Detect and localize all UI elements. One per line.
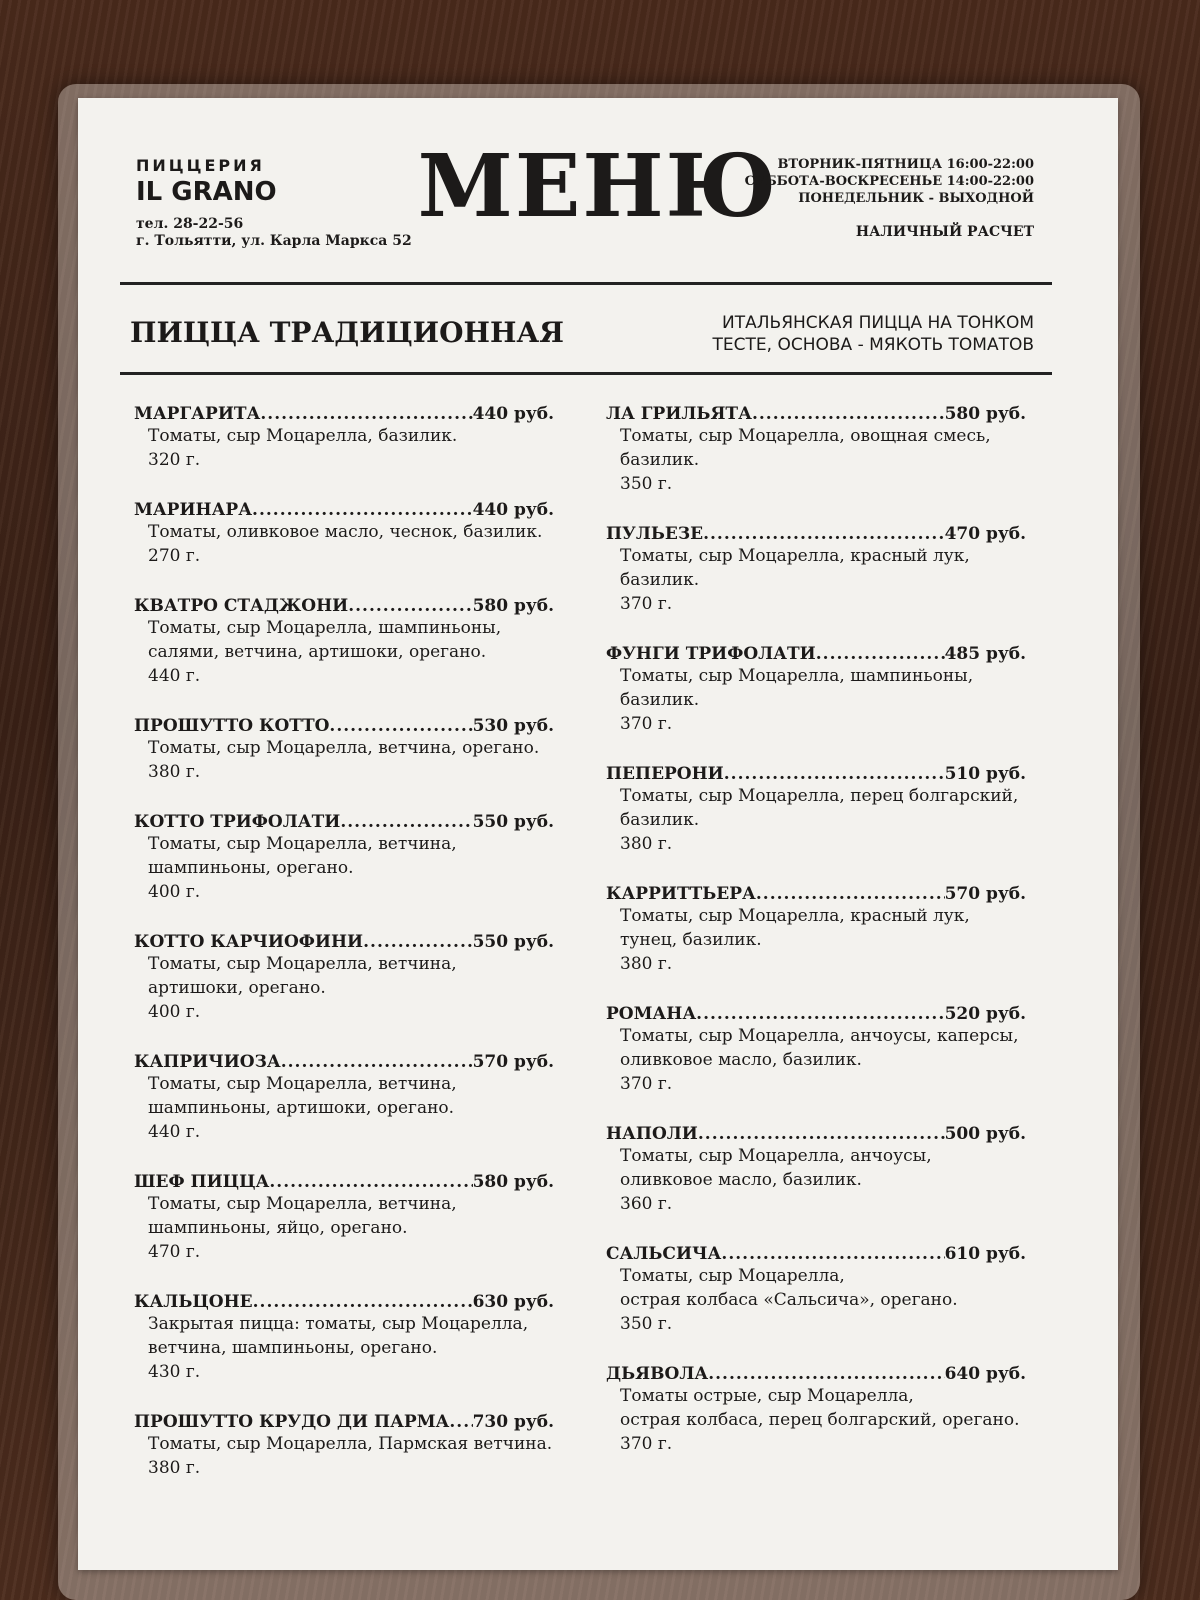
menu-item-header <box>606 644 1026 664</box>
item-weight: 320 г. <box>148 450 201 470</box>
item-description: Томаты, сыр Моцарелла, Пармская ветчина. <box>148 1434 553 1454</box>
item-name: ДЬЯВОЛА <box>606 1364 709 1384</box>
dot-leader <box>340 812 472 832</box>
item-description: острая колбаса «Сальсича», орегано. <box>620 1290 958 1310</box>
item-price: 550 руб. <box>472 812 554 832</box>
menu-item <box>606 524 1026 616</box>
address: г. Тольятти, ул. Карла Маркса 52 <box>136 233 412 249</box>
menu-item-header <box>134 716 554 736</box>
menu-sheet <box>78 98 1118 1570</box>
menu-item-header <box>606 404 1026 424</box>
menu-item <box>606 1124 1026 1216</box>
item-description: тунец, базилик. <box>620 930 762 950</box>
logo-subtitle: ПИЦЦЕРИЯ <box>136 156 265 175</box>
item-price: 730 руб. <box>472 1412 554 1432</box>
item-price: 550 руб. <box>472 932 554 952</box>
menu-item-header <box>606 1124 1026 1144</box>
item-description: Томаты, сыр Моцарелла, ветчина, <box>148 834 457 854</box>
dot-leader <box>703 524 944 544</box>
menu-item-header <box>134 596 554 616</box>
item-name: ШЕФ ПИЦЦА <box>134 1172 270 1192</box>
item-weight: 440 г. <box>148 666 201 686</box>
item-price: 470 руб. <box>944 524 1026 544</box>
item-description: Закрытая пицца: томаты, сыр Моцарелла, <box>148 1314 529 1334</box>
item-weight: 400 г. <box>148 1002 201 1022</box>
dot-leader <box>752 404 945 424</box>
menu-item-header <box>134 404 554 424</box>
menu-item-details <box>134 736 554 784</box>
hours-line: СУББОТА-ВОСКРЕСЕНЬЕ 14:00-22:00 <box>744 174 1034 189</box>
item-description: Томаты, сыр Моцарелла, анчоусы, каперсы, <box>620 1026 1019 1046</box>
item-description: базилик. <box>620 450 700 470</box>
menu-item-header <box>134 1412 554 1432</box>
menu-item-details <box>134 424 554 472</box>
item-name: ПРОШУТТО КРУДО ДИ ПАРМА <box>134 1412 450 1432</box>
menu-item-details <box>606 544 1026 616</box>
menu-item-details <box>606 1264 1026 1336</box>
item-price: 610 руб. <box>944 1244 1026 1264</box>
item-weight: 350 г. <box>620 474 673 494</box>
menu-item <box>134 1412 554 1480</box>
section-note <box>713 312 1034 356</box>
menu-item-details <box>606 424 1026 496</box>
item-weight: 360 г. <box>620 1194 673 1214</box>
menu-item <box>606 1364 1026 1456</box>
item-weight: 370 г. <box>620 714 673 734</box>
item-name: САЛЬСИЧА <box>606 1244 722 1264</box>
dot-leader <box>260 404 472 424</box>
menu-item-details <box>134 1072 554 1144</box>
item-price: 440 руб. <box>472 404 554 424</box>
menu-item-header <box>134 1172 554 1192</box>
menu-item <box>606 644 1026 736</box>
dot-leader <box>696 1004 944 1024</box>
phone: тел. 28-22-56 <box>136 216 244 232</box>
hours-line: ВТОРНИК-ПЯТНИЦА 16:00-22:00 <box>777 157 1034 172</box>
menu-item-details <box>606 664 1026 736</box>
item-price: 580 руб. <box>472 1172 554 1192</box>
menu-item <box>134 1052 554 1144</box>
item-price: 485 руб. <box>944 644 1026 664</box>
item-price: 580 руб. <box>472 596 554 616</box>
item-weight: 380 г. <box>620 954 673 974</box>
item-description: шампиньоны, артишоки, орегано. <box>148 1098 455 1118</box>
menu-item-header <box>606 884 1026 904</box>
item-price: 580 руб. <box>944 404 1026 424</box>
menu-item-header <box>606 524 1026 544</box>
item-description: Томаты, сыр Моцарелла, анчоусы, <box>620 1146 932 1166</box>
item-description: Томаты, сыр Моцарелла, ветчина, <box>148 1194 457 1214</box>
item-description: Томаты, сыр Моцарелла, овощная смесь, <box>620 426 991 446</box>
menu-item <box>134 596 554 688</box>
item-name: МАРИНАРА <box>134 500 253 520</box>
item-name: НАПОЛИ <box>606 1124 698 1144</box>
dot-leader <box>252 500 473 520</box>
item-weight: 400 г. <box>148 882 201 902</box>
item-description: оливковое масло, базилик. <box>620 1050 862 1070</box>
dot-leader <box>253 1292 473 1312</box>
dot-leader <box>281 1052 473 1072</box>
page-title: МЕНЮ <box>417 136 779 237</box>
dot-leader <box>363 932 472 952</box>
item-description: Томаты острые, сыр Моцарелла, <box>620 1386 914 1406</box>
dot-leader <box>724 764 945 784</box>
item-weight: 380 г. <box>148 1458 201 1478</box>
menu-item-header <box>134 932 554 952</box>
menu-item-details <box>606 1384 1026 1456</box>
item-description: ветчина, шампиньоны, орегано. <box>148 1338 438 1358</box>
item-name: ЛА ГРИЛЬЯТА <box>606 404 752 424</box>
menu-item-header <box>134 1052 554 1072</box>
item-description: острая колбаса, перец болгарский, орегано. <box>620 1410 1020 1430</box>
payment-note: НАЛИЧНЫЙ РАСЧЕТ <box>855 224 1034 240</box>
item-description: базилик. <box>620 810 700 830</box>
item-description: Томаты, оливковое масло, чеснок, базилик. <box>148 522 543 542</box>
item-description: базилик. <box>620 690 700 710</box>
menu-item-header <box>606 1004 1026 1024</box>
menu-item <box>134 500 554 568</box>
dot-leader <box>721 1244 944 1264</box>
item-price: 440 руб. <box>472 500 554 520</box>
menu-item <box>134 404 554 472</box>
item-weight: 470 г. <box>148 1242 201 1262</box>
item-weight: 380 г. <box>620 834 673 854</box>
hours-line: ПОНЕДЕЛЬНИК - ВЫХОДНОЙ <box>798 191 1034 206</box>
item-name: КАПРИЧИОЗА <box>134 1052 281 1072</box>
menu-column-left <box>134 404 554 1508</box>
item-weight: 370 г. <box>620 594 673 614</box>
item-description: Томаты, сыр Моцарелла, красный лук, <box>620 546 970 566</box>
menu-item <box>606 1004 1026 1096</box>
item-name: КОТТО КАРЧИОФИНИ <box>134 932 364 952</box>
menu-item-header <box>606 1364 1026 1384</box>
item-name: ПУЛЬЕЗЕ <box>606 524 704 544</box>
divider <box>120 282 1052 285</box>
logo-name: IL GRANO <box>136 177 277 207</box>
item-description: Томаты, сыр Моцарелла, ветчина, <box>148 954 457 974</box>
item-description: салями, ветчина, артишоки, орегано. <box>148 642 487 662</box>
menu-item-details <box>134 520 554 568</box>
item-description: Томаты, сыр Моцарелла, базилик. <box>148 426 458 446</box>
menu-item <box>606 404 1026 496</box>
menu-item-header <box>134 500 554 520</box>
item-description: Томаты, сыр Моцарелла, ветчина, орегано. <box>148 738 540 758</box>
menu-item-details <box>134 1192 554 1264</box>
menu-item-details <box>134 616 554 688</box>
item-name: КАРРИТТЬЕРА <box>606 884 756 904</box>
menu-item-details <box>134 1312 554 1384</box>
menu-item-details <box>134 952 554 1024</box>
item-name: КВАТРО СТАДЖОНИ <box>134 596 349 616</box>
item-description: шампиньоны, яйцо, орегано. <box>148 1218 408 1238</box>
dot-leader <box>269 1172 472 1192</box>
item-name: РОМАНА <box>606 1004 697 1024</box>
item-weight: 370 г. <box>620 1074 673 1094</box>
item-description: Томаты, сыр Моцарелла, <box>620 1266 845 1286</box>
menu-item <box>606 764 1026 856</box>
divider <box>120 372 1052 375</box>
menu-item-details <box>606 904 1026 976</box>
menu-item-header <box>134 1292 554 1312</box>
item-price: 630 руб. <box>472 1292 554 1312</box>
section-title: ПИЦЦА ТРАДИЦИОННАЯ <box>130 316 564 349</box>
item-price: 500 руб. <box>944 1124 1026 1144</box>
menu-item <box>134 1172 554 1264</box>
menu-item-details <box>606 1144 1026 1216</box>
logo <box>136 156 277 207</box>
item-name: КОТТО ТРИФОЛАТИ <box>134 812 341 832</box>
menu-item-header <box>606 1244 1026 1264</box>
dot-leader <box>698 1124 945 1144</box>
item-description: артишоки, орегано. <box>148 978 326 998</box>
item-name: КАЛЬЦОНЕ <box>134 1292 253 1312</box>
item-price: 510 руб. <box>944 764 1026 784</box>
menu-item <box>606 1244 1026 1336</box>
menu-item-details <box>134 1432 554 1480</box>
item-price: 570 руб. <box>944 884 1026 904</box>
menu-item <box>134 716 554 784</box>
menu-item <box>134 812 554 904</box>
item-description: Томаты, сыр Моцарелла, шампиньоны, <box>620 666 974 686</box>
item-description: Томаты, сыр Моцарелла, перец болгарский, <box>620 786 1019 806</box>
item-price: 640 руб. <box>944 1364 1026 1384</box>
item-description: шампиньоны, орегано. <box>148 858 354 878</box>
opening-hours <box>745 156 1034 207</box>
item-name: ПРОШУТТО КОТТО <box>134 716 330 736</box>
dot-leader <box>756 884 945 904</box>
menu-item-header <box>606 764 1026 784</box>
dot-leader <box>708 1364 944 1384</box>
menu-item <box>134 1292 554 1384</box>
item-price: 530 руб. <box>472 716 554 736</box>
item-weight: 430 г. <box>148 1362 201 1382</box>
item-weight: 370 г. <box>620 1434 673 1454</box>
item-weight: 350 г. <box>620 1314 673 1334</box>
menu-item-details <box>606 1024 1026 1096</box>
menu-item-details <box>134 832 554 904</box>
item-name: МАРГАРИТА <box>134 404 261 424</box>
item-description: Томаты, сыр Моцарелла, красный лук, <box>620 906 970 926</box>
menu-item-header <box>134 812 554 832</box>
item-weight: 440 г. <box>148 1122 201 1142</box>
item-description: оливковое масло, базилик. <box>620 1170 862 1190</box>
menu-column-right <box>606 404 1026 1484</box>
item-weight: 380 г. <box>148 762 201 782</box>
dot-leader <box>816 644 945 664</box>
item-price: 570 руб. <box>472 1052 554 1072</box>
menu-item <box>606 884 1026 976</box>
section-note-line: ИТАЛЬЯНСКАЯ ПИЦЦА НА ТОНКОМ <box>722 313 1034 333</box>
item-weight: 270 г. <box>148 546 201 566</box>
item-name: ПЕПЕРОНИ <box>606 764 724 784</box>
dot-leader <box>329 716 472 736</box>
item-description: Томаты, сыр Моцарелла, шампиньоны, <box>148 618 502 638</box>
item-description: Томаты, сыр Моцарелла, ветчина, <box>148 1074 457 1094</box>
contact-info <box>136 216 412 250</box>
dot-leader <box>449 1412 472 1432</box>
item-price: 520 руб. <box>944 1004 1026 1024</box>
menu-item-details <box>606 784 1026 856</box>
dot-leader <box>348 596 472 616</box>
menu-item <box>134 932 554 1024</box>
section-note-line: ТЕСТЕ, ОСНОВА - МЯКОТЬ ТОМАТОВ <box>712 335 1034 355</box>
item-name: ФУНГИ ТРИФОЛАТИ <box>606 644 816 664</box>
item-description: базилик. <box>620 570 700 590</box>
